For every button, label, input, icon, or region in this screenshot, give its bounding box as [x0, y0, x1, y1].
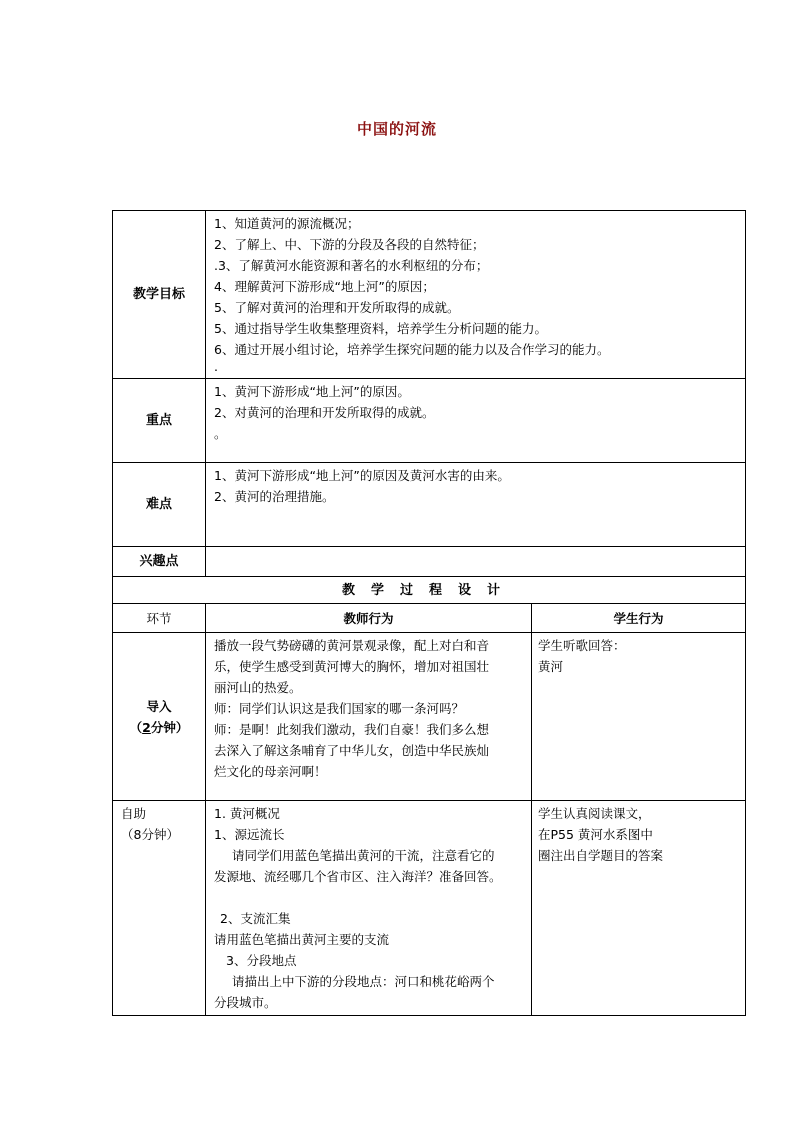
- intro-duration-close: 分钟）: [150, 719, 189, 735]
- self-study-teacher-line: 3、分段地点: [226, 953, 297, 968]
- objectives-content: [206, 211, 746, 379]
- intro-student-line: 学生听歌回答：: [538, 638, 626, 653]
- intro-stage: [113, 633, 206, 801]
- intro-duration-number: 2: [142, 719, 151, 735]
- self-study-teacher-content: [206, 801, 532, 1016]
- interest-label: 兴趣点: [113, 547, 206, 577]
- intro-teacher-line: 师：是啊！此刻我们激动，我们自豪！我们多么想: [214, 722, 490, 737]
- self-study-teacher-line: 2、支流汇集: [220, 911, 291, 926]
- objective-item: .3、了解黄河水能资源和著名的水利枢纽的分布；: [214, 258, 489, 273]
- key-point-item: 1、黄河下游形成“地上河”的原因。: [214, 384, 410, 399]
- self-study-teacher-line: 发源地、流经哪几个省市区、注入海洋？准备回答。: [214, 869, 502, 884]
- key-points-row: [113, 379, 746, 463]
- key-points-label: 重点: [113, 379, 206, 463]
- intro-student-line: 黄河: [538, 659, 564, 674]
- self-study-teacher-line: 1、源远流长: [214, 827, 285, 842]
- self-study-teacher-line: 分段城市。: [214, 995, 277, 1010]
- self-study-stage: [113, 801, 206, 1016]
- blank-line: [214, 887, 523, 908]
- intro-teacher-line: 丽河山的热爱。: [214, 680, 302, 695]
- intro-teacher-line: 去深入了解这条哺育了中华儿女，创造中华民族灿: [214, 743, 490, 758]
- interest-content: [206, 547, 746, 577]
- column-stage: 环节: [113, 604, 206, 633]
- process-column-headers: [113, 604, 746, 633]
- process-heading-row: [113, 577, 746, 604]
- objective-item: 2、了解上、中、下游的分段及各段的自然特征；: [214, 237, 485, 252]
- objective-item: 1、知道黄河的源流概况；: [214, 216, 360, 231]
- objective-item: 4、理解黄河下游形成“地上河”的原因；: [214, 279, 435, 294]
- self-study-student-line: 学生认真阅读课文，: [538, 806, 651, 821]
- self-study-student-line: 在P55 黄河水系图中: [538, 827, 653, 842]
- objectives-label: 教学目标: [113, 211, 206, 379]
- self-study-duration: （8分钟）: [121, 827, 179, 842]
- self-study-stage-label: 自助: [121, 806, 147, 821]
- self-study-teacher-line: 请描出上中下游的分段地点：河口和桃花峪两个: [232, 974, 495, 989]
- difficulties-content: [206, 463, 746, 547]
- intro-duration-open: （: [129, 719, 143, 735]
- self-study-teacher-line: 请同学们用蓝色笔描出黄河的干流，注意看它的: [232, 848, 495, 863]
- intro-stage-label: 导入: [146, 698, 172, 714]
- self-study-row: [113, 801, 746, 1016]
- self-study-teacher-line: 1. 黄河概况: [214, 806, 280, 821]
- lesson-plan-table: [112, 210, 746, 1016]
- self-study-student-content: [532, 801, 746, 1016]
- column-student: 学生行为: [532, 604, 746, 633]
- objectives-row: [113, 211, 746, 379]
- objective-item: .: [214, 359, 218, 374]
- process-heading: 教学过程设计: [113, 577, 746, 604]
- intro-teacher-line: 烂文化的母亲河啊！: [214, 764, 327, 779]
- difficulties-label: 难点: [113, 463, 206, 547]
- intro-teacher-line: 乐，使学生感受到黄河博大的胸怀，增加对祖国壮: [214, 659, 490, 674]
- objective-item: 5、了解对黄河的治理和开发所取得的成就。: [214, 300, 460, 315]
- objective-item: 5、通过指导学生收集整理资料，培养学生分析问题的能力。: [214, 321, 547, 336]
- objective-item: 6、通过开展小组讨论，培养学生探究问题的能力以及合作学习的能力。: [214, 342, 610, 357]
- key-points-content: [206, 379, 746, 463]
- intro-row: [113, 633, 746, 801]
- intro-teacher-line: 播放一段气势磅礴的黄河景观录像，配上对白和音: [214, 638, 490, 653]
- column-teacher: 教师行为: [206, 604, 532, 633]
- difficulty-item: 1、黄河下游形成“地上河”的原因及黄河水害的由来。: [214, 468, 510, 483]
- key-point-item: 2、对黄河的治理和开发所取得的成就。: [214, 405, 435, 420]
- key-point-item: 。: [214, 426, 227, 441]
- difficulties-row: [113, 463, 746, 547]
- interest-row: [113, 547, 746, 577]
- self-study-student-line: 圈注出自学题目的答案: [538, 848, 664, 863]
- document-title: 中国的河流: [356, 120, 437, 138]
- intro-student-content: [532, 633, 746, 801]
- self-study-teacher-line: 请用蓝色笔描出黄河主要的支流: [214, 932, 390, 947]
- intro-duration: [113, 717, 205, 738]
- intro-teacher-content: [206, 633, 532, 801]
- intro-teacher-line: 师：同学们认识这是我们国家的哪一条河吗？: [214, 701, 465, 716]
- difficulty-item: 2、黄河的治理措施。: [214, 489, 335, 504]
